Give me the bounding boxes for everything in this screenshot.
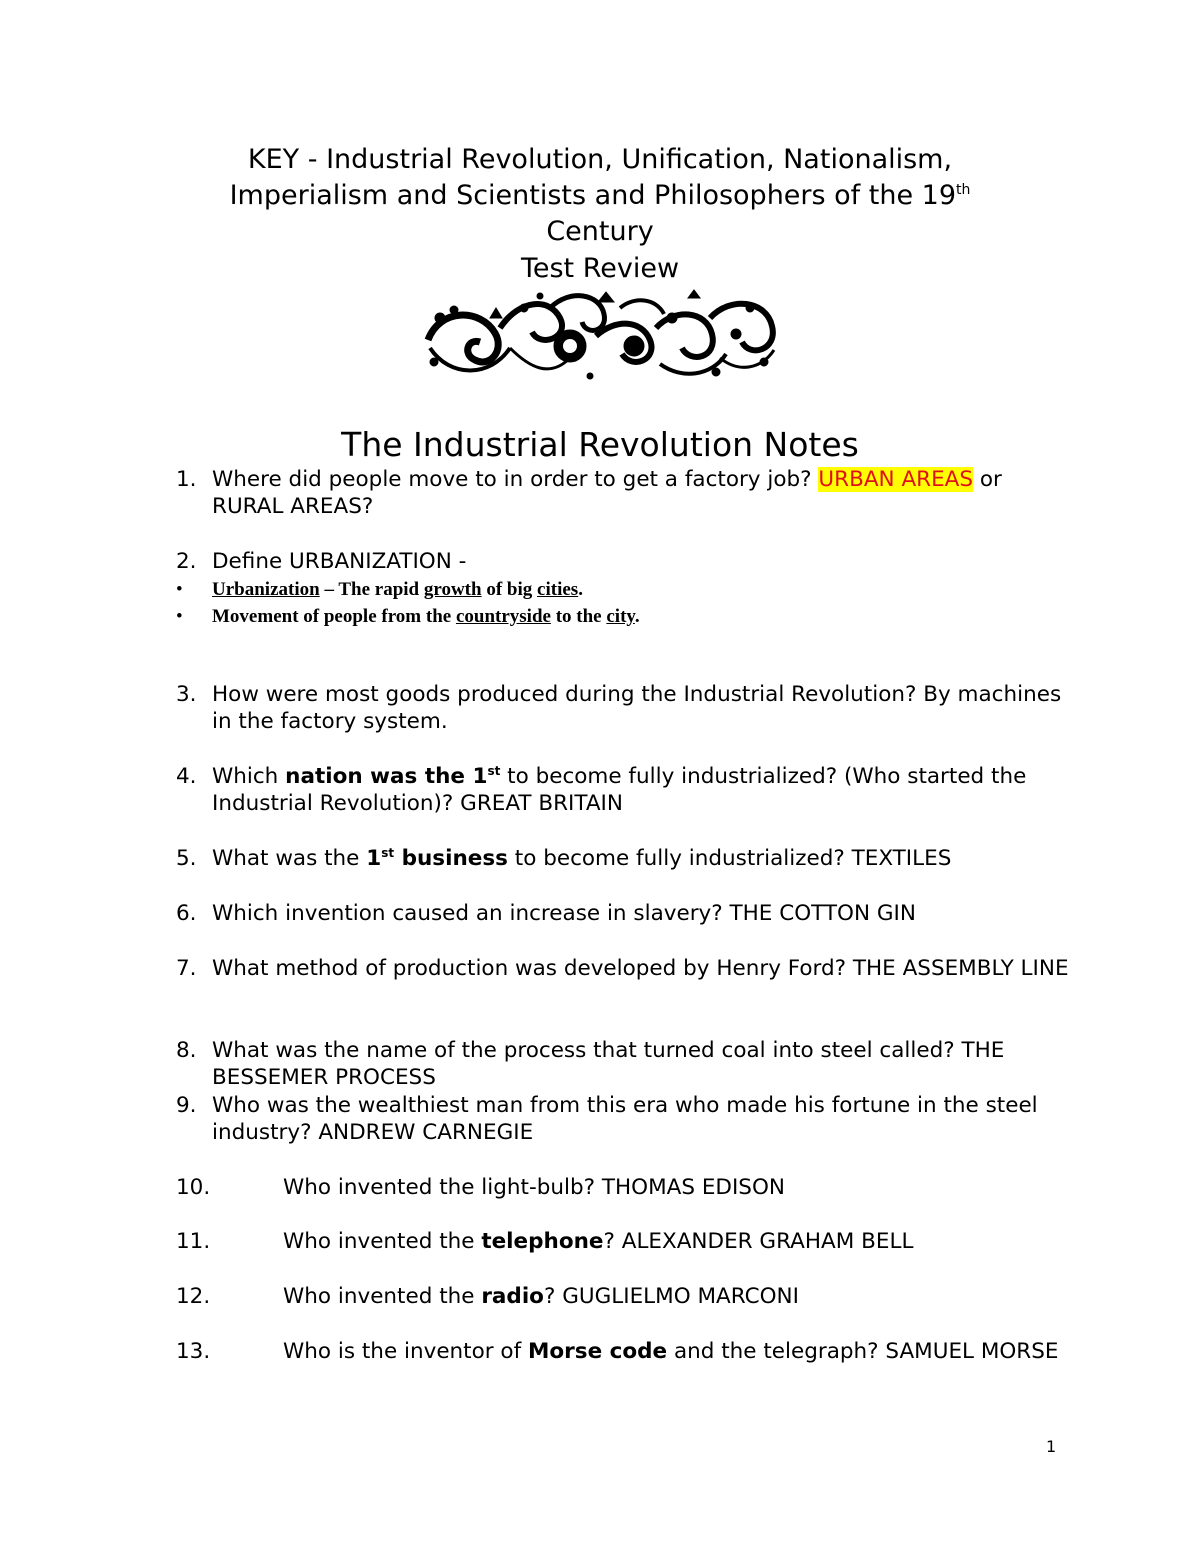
bullet-icon: •: [176, 606, 183, 627]
question-number: 3.: [176, 682, 197, 707]
title-line-2: [100, 178, 1100, 214]
question-number: 11.: [176, 1229, 211, 1254]
title-subtitle: Test Review: [520, 253, 680, 284]
question-text-part: Who invented the: [283, 1229, 482, 1254]
question-text-part: Where did people move to in order to get a factory job?: [212, 467, 819, 492]
title-superscript: th: [956, 182, 971, 198]
question-text: Who was the wealthiest man from this era who made his fortune in the steel industry? ANDREW CARNEGIE: [212, 1093, 1038, 1145]
question-bold-text: telephone: [481, 1229, 604, 1254]
question-text-part: and the telegraph? SAMUEL MORSE: [667, 1339, 1059, 1364]
bullet-text-part: .: [578, 579, 583, 600]
question-number: 5.: [176, 846, 197, 871]
title-line-3: Century: [546, 216, 654, 247]
question-text: What method of production was developed by Henry Ford? THE ASSEMBLY LINE: [212, 956, 1069, 981]
title-line-2-text: Imperialism and Scientists and Philosophers of the 19: [229, 180, 957, 211]
bullet-icon: •: [176, 579, 183, 600]
question-bold-text: 1: [366, 846, 382, 871]
question-number: 8.: [176, 1038, 197, 1063]
question-1: [176, 466, 1076, 522]
question-number: 13.: [176, 1339, 211, 1364]
bullet-text: [212, 577, 583, 603]
question-text: What was the name of the process that turned coal into steel called? THE BESSEMER PROCESS: [212, 1038, 1005, 1090]
question-text-part: ? ALEXANDER GRAHAM BELL: [603, 1229, 914, 1254]
question-number: 6.: [176, 901, 197, 926]
question-superscript: st: [381, 845, 395, 860]
question-text: [212, 763, 1072, 817]
question-text: [212, 466, 1072, 520]
section-heading: The Industrial Revolution Notes: [341, 425, 859, 464]
question-bold-text: business: [394, 846, 508, 871]
question-bold-text: Morse code: [528, 1339, 668, 1364]
question-text: How were most goods produced during the Industrial Revolution? By machines in the factory system.: [212, 682, 1062, 734]
question-number: 12.: [176, 1284, 211, 1309]
decorative-flourish-ornament: [420, 288, 780, 384]
question-text: Who invented the light-bulb? THOMAS EDISON: [283, 1175, 785, 1200]
question-text: [212, 845, 1072, 872]
highlighted-answer: URBAN AREAS: [818, 467, 974, 492]
question-text-part: Who invented the: [283, 1284, 482, 1309]
question-text-part: ? GUGLIELMO MARCONI: [543, 1284, 799, 1309]
question-text: [283, 1228, 1143, 1255]
bullet-text-part: cities: [537, 579, 579, 600]
question-number: 9.: [176, 1093, 197, 1118]
bullet-text-part: of big: [481, 579, 538, 600]
bullet-text-part: Movement of people from the: [212, 606, 456, 627]
question-bold-text: radio: [481, 1284, 544, 1309]
question-number: 7.: [176, 956, 197, 981]
bullet-text: [212, 604, 640, 630]
bullet-text-part: city: [606, 606, 635, 627]
question-number: 10.: [176, 1175, 211, 1200]
question-text-part: Which: [212, 764, 286, 789]
question-text-part: Who is the inventor of: [283, 1339, 528, 1364]
question-text: [283, 1283, 1143, 1310]
question-number: 2.: [176, 549, 197, 574]
bullet-text-part: – The rapid: [319, 579, 424, 600]
title-line-1: KEY - Industrial Revolution, Unification, Nationalism,: [247, 144, 953, 175]
page-number: 1: [1046, 1437, 1057, 1456]
question-superscript: st: [487, 763, 501, 778]
question-text-part: to become fully industrialized? TEXTILES: [507, 846, 952, 871]
bullet-text-part: Urbanization: [212, 579, 320, 600]
bullet-text-part: to the: [550, 606, 607, 627]
question-text: [212, 1338, 1072, 1365]
question-number: 4.: [176, 764, 197, 789]
question-text-part: to become fully industrialized? (Who started the Industrial Revolution)? GREAT BRITAIN: [212, 764, 1027, 816]
question-text-part: What was the: [212, 846, 367, 871]
question-text: Which invention caused an increase in slavery? THE COTTON GIN: [212, 901, 916, 926]
bullet-text-part: .: [634, 606, 640, 627]
bullet-text-part: countryside: [455, 606, 551, 627]
question-text-part: or RURAL AREAS?: [212, 467, 1002, 519]
bullet-text-part: growth: [423, 579, 482, 600]
question-number: 1.: [176, 467, 197, 492]
question-text: Define URBANIZATION -: [212, 549, 467, 574]
question-bold-text: nation was the 1: [285, 764, 488, 789]
